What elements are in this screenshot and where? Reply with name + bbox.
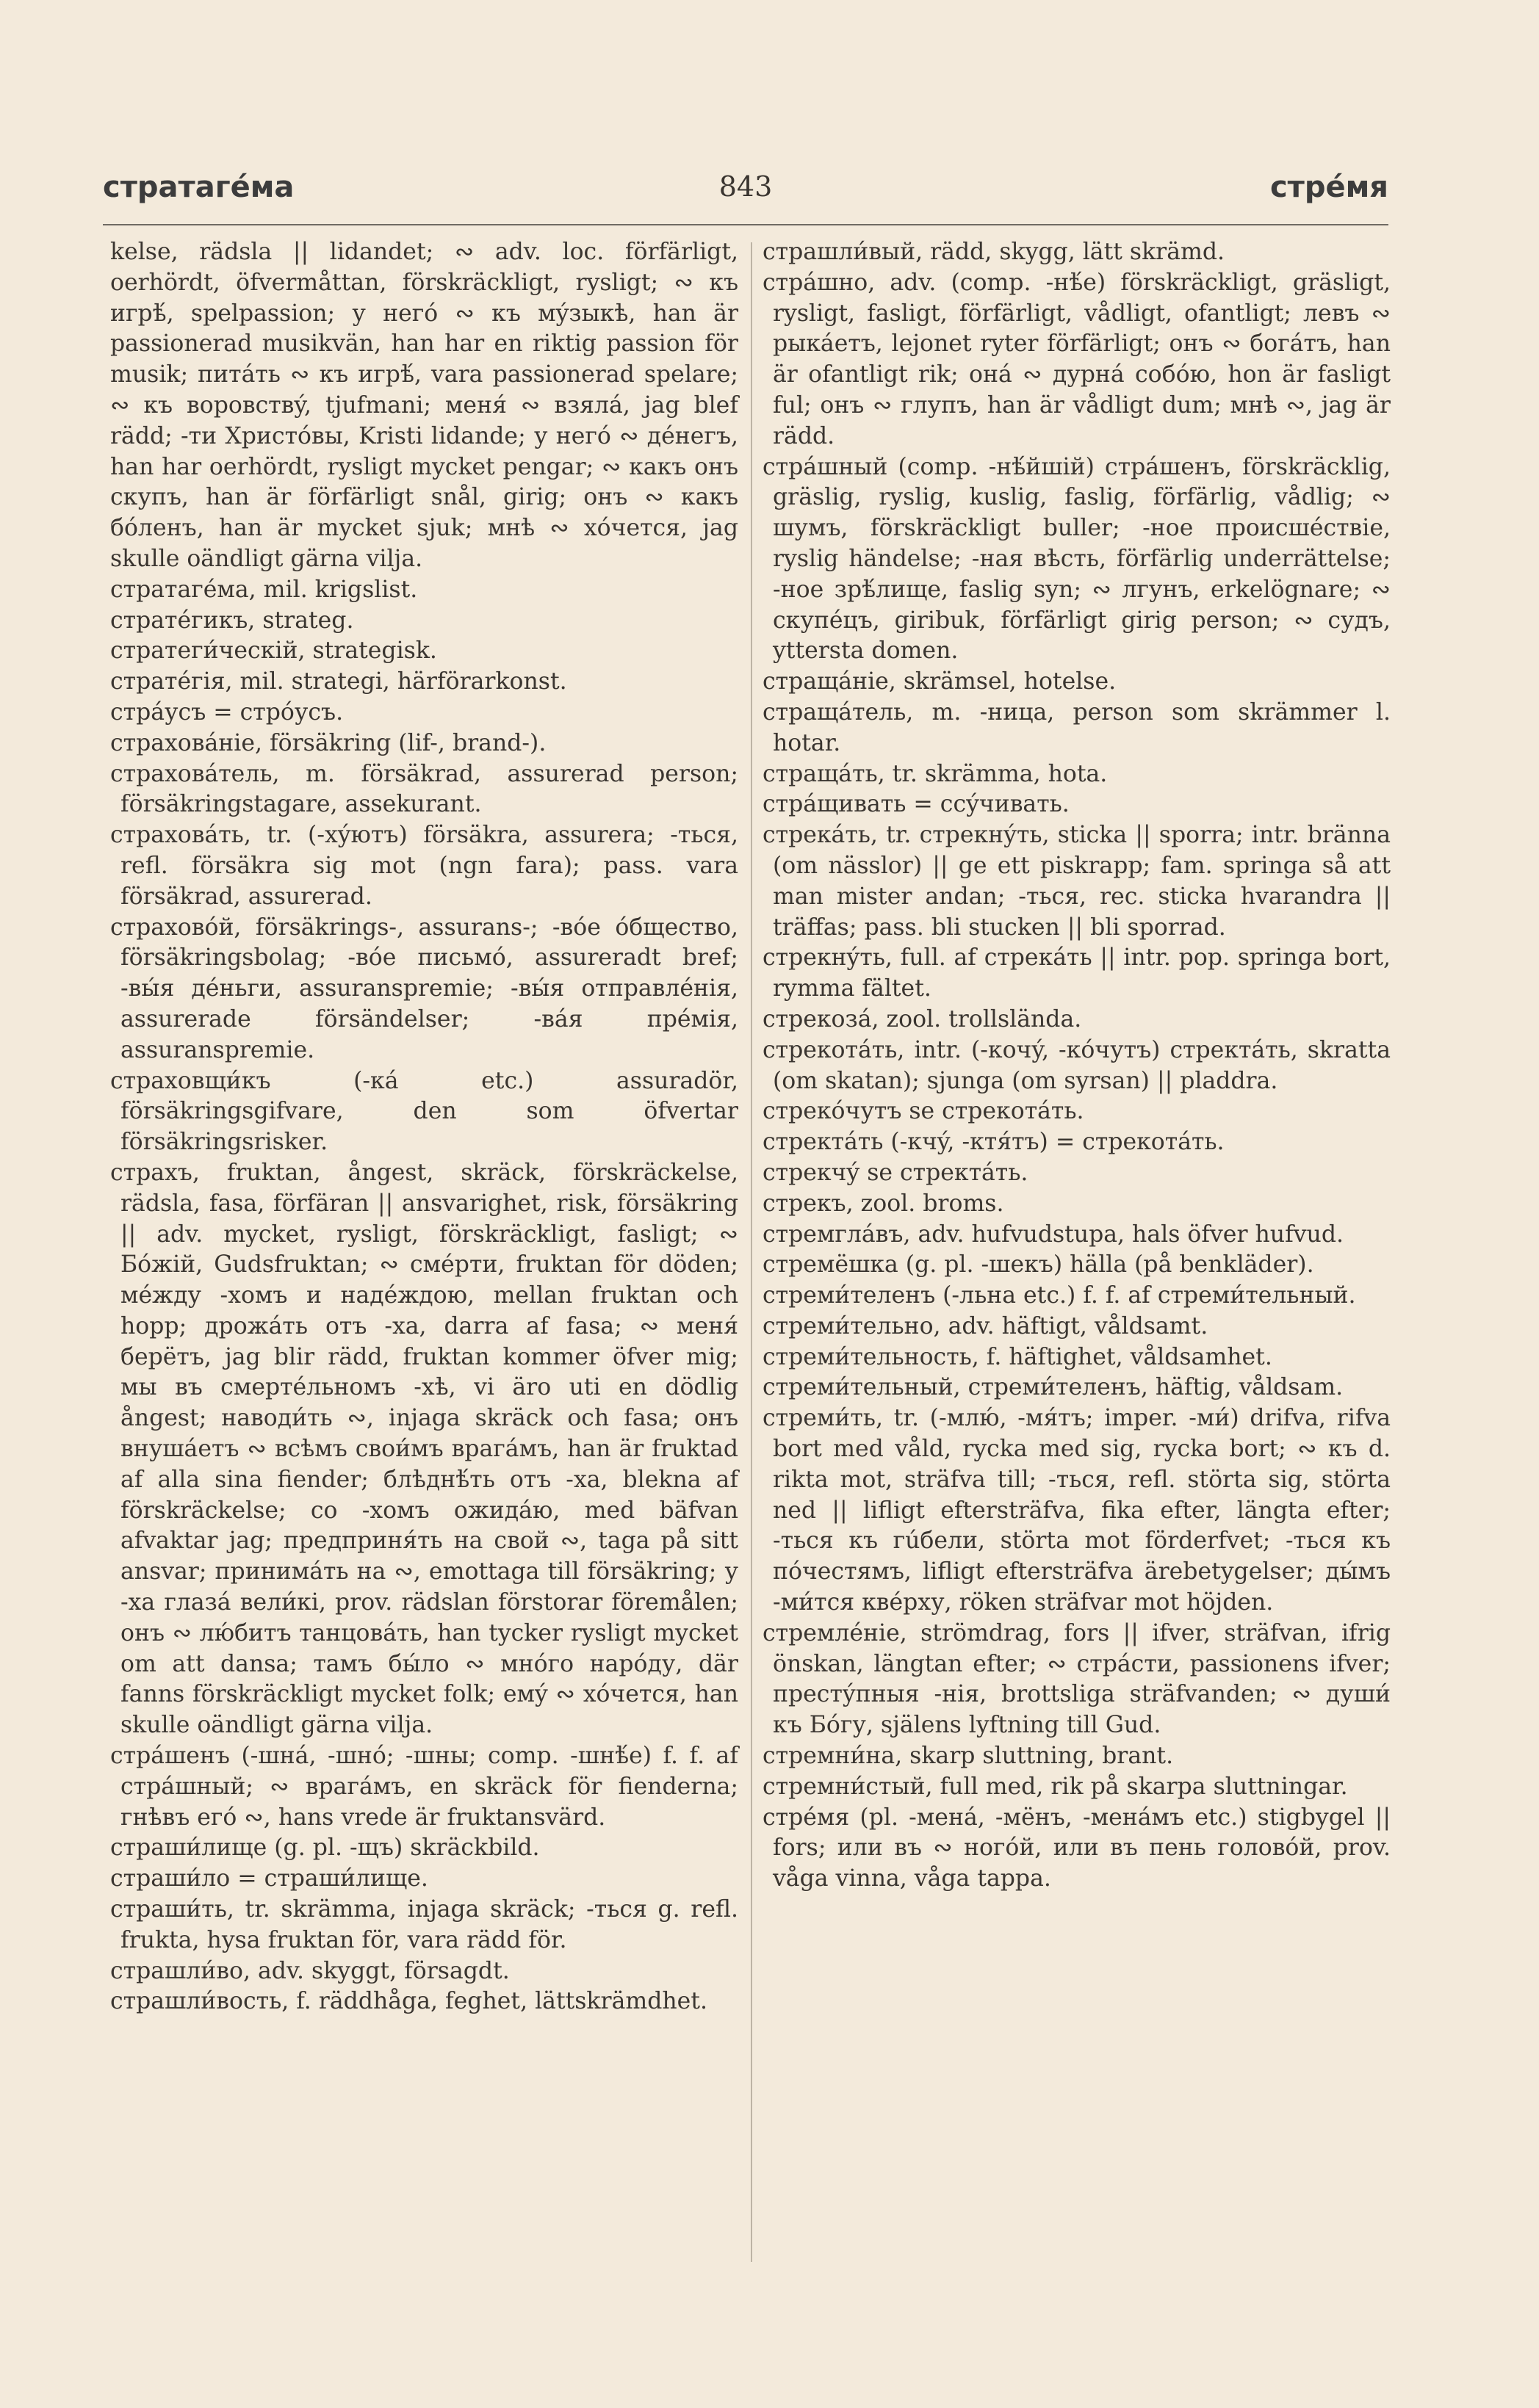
header-right-catchword: стрéмя	[1269, 170, 1388, 204]
dictionary-entry: стращáть, tr. skrämma, hota.	[763, 760, 1108, 787]
dictionary-entry: страшли́вость, f. räddhåga, feghet, lättskrämdhet.	[110, 1988, 707, 2015]
dictionary-entry: стратагéма, mil. krigslist.	[110, 576, 418, 603]
header-rule	[103, 224, 1388, 225]
dictionary-entry: стремни́стый, full med, rik på skarpa sluttningar.	[763, 1773, 1348, 1800]
dictionary-entry: стрáшенъ (-шнá, -шнó; -шны; comp. -шнѣ́е) f. f. af стрáшный; ∾ врагáмъ, en skräck för fienderna; гнѣвъ егó ∾, hans vrede är fruktansvärd.	[110, 1743, 738, 1831]
dictionary-entry: стреми́тельный, стреми́теленъ, häftig, våldsam.	[763, 1374, 1344, 1401]
dictionary-entry: стрáщивать = ссýчивать.	[763, 791, 1070, 818]
dictionary-entry: стрáшно, adv. (comp. -нѣ́е) förskräckligt, gräsligt, rysligt, fasligt, förfärligt, vådligt, ofantligt; левъ ∾ рыкáетъ, lejonet ryter förfärligt; онъ ∾ богáтъ, han är ofantligt rik; онá ∾ дурнá собóю, hon är fasligt ful; онъ ∾ глупъ, han är vådligt dum; мнѣ ∾, jag är rädd.	[763, 269, 1391, 449]
dictionary-entry: стрáусъ = стрóусъ.	[110, 698, 344, 726]
page-header	[103, 170, 1388, 222]
dictionary-entry: страховóй, försäkrings-, assurans-; -вóе óбщество, försäkringsbolag; -вóе письмó, assureradt bref; -вы́я дéньги, assuranspremie; -вы́я отправлéнія, assurerade försändelser; -вáя прéмія, assuranspremie.	[110, 914, 738, 1063]
dictionary-entry: страши́ть, tr. skrämma, injaga skräck; -ться g. refl. frukta, hysa fruktan för, vara rädd för.	[110, 1896, 738, 1953]
header-left-catchword: стратагéма	[103, 170, 295, 204]
dictionary-entry: страши́лище (g. pl. -щъ) skräckbild.	[110, 1834, 540, 1862]
dictionary-entry: страшли́во, adv. skyggt, försagdt.	[110, 1957, 510, 1984]
dictionary-entry: стрéмя (pl. -менá, -мёнъ, -менáмъ etc.) stigbygel || fors; или въ ∾ ногóй, или въ пень головóй, prov. våga vinna, våga tappa.	[763, 1804, 1391, 1892]
dictionary-entry: стрекáть, tr. стрекнýть, sticka || sporra; intr. bränna (om nässlor) || ge ett piskrapp; fam. springa så att man mister andan; -ться, rec. sticka hvarandra || träffas; pass. bli stucken || bli sporrad.	[763, 822, 1391, 941]
dictionary-entry: страховáніе, försäkring (lif-, brand-).	[110, 729, 547, 756]
dictionary-entry: стремглáвъ, adv. hufvudstupa, hals öfver hufvud.	[763, 1221, 1344, 1248]
dictionary-entry: стреми́ть, tr. (-млю́, -мя́тъ; imper. -ми́) drifva, rifva bort med våld, rycka med sig, rycka bort; ∾ къ d. rikta mot, sträfva till; -ться, refl. störta sig, störta ned || lifligt eftersträfva, fika efter, längta efter; -ться къ гúбели, störta mot förderfvet; -ться къ пóчестямъ, lifligt eftersträfva ärebetygelser; ды́мъ -ми́тся кве́рху, röken sträfvar mot höjden.	[763, 1405, 1391, 1616]
right-column	[763, 237, 1391, 1895]
dictionary-entry: kelse, rädsla || lidandet; ∾ adv. loc. förfärligt, oerhördt, öfvermåttan, förskräckligt, rysligt; ∾ къ игрѣ́, spelpassion; у негó ∾ къ мýзыкѣ, han är passionerad musikvän, han har en riktig passion för musik; питáть ∾ къ игрѣ́, vara passionerad spelare; ∾ къ воровствý, tjufmani; меня́ ∾ взялá, jag blef rädd; -ти Христóвы, Kristi lidande; у негó ∾ дéнегъ, han har oerhördt, rysligt mycket pengar; ∾ какъ онъ скупъ, han är förfärligt snål, girig; онъ ∾ какъ бóленъ, han är mycket sjuk; мнѣ ∾ хóчется, jag skulle oändligt gärna vilja.	[110, 239, 738, 572]
dictionary-entry: стреми́тельно, adv. häftigt, våldsamt.	[763, 1312, 1208, 1339]
dictionary-entry: стремни́на, skarp sluttning, brant.	[763, 1743, 1174, 1770]
dictionary-entry: стратéгія, mil. strategi, härförarkonst.	[110, 668, 567, 695]
column-divider	[751, 242, 752, 2262]
dictionary-entry: страши́ло = страши́лище.	[110, 1865, 428, 1892]
dictionary-entry: стрекчý se стректáть.	[763, 1159, 1028, 1186]
dictionary-entry: стращáніе, skrämsel, hotelse.	[763, 668, 1117, 695]
dictionary-entry: стрекнýть, full. af стрекáть || intr. pop. springa bort, rymma fältet.	[763, 944, 1391, 1002]
dictionary-entry: страховщи́къ (-кá etc.) assuradör, försäkringsgifvare, den som öfvertar försäkringsrisker.	[110, 1067, 738, 1156]
dictionary-entry: стремёшка (g. pl. -шекъ) hälla (på benkläder).	[763, 1251, 1314, 1279]
dictionary-entry: страхъ, fruktan, ångest, skräck, förskräckelse, rädsla, fasa, förfäran || ansvarighet, risk, försäkring || adv. mycket, rysligt, förskräckligt, fasligt; ∾ Бóжій, Gudsfruktan; ∾ смéрти, fruktan för döden; мéжду -хомъ и надéждою, mellan fruktan och hopp; дрожáть отъ -ха, darra af fasa; ∾ меня́ берётъ, jag blir rädd, fruktan kommer öfver mig; мы въ смертéльномъ -хѣ, vi äro uti en dödlig ångest; наводи́ть ∾, injaga skräck och fasa; онъ внушáетъ ∾ всѣмъ свои́мъ врагáмъ, han är fruktad af alla sina fiender; блѣднѣ́ть отъ -ха, blekna af förskräckelse; со -хомъ ожидáю, med bäfvan afvaktar jag; предприня́ть на свой ∾, taga på sitt ansvar; принимáть на ∾, emottaga till försäkring; у -ха глазá вели́кі, prov. rädslan förstorar föremålen; онъ ∾ лю́битъ танцовáть, han tycker rysligt mycket om att dansa; тамъ бы́ло ∾ мнóго нарóду, där fanns förskräckligt mycket folk; емý ∾ хóчется, han skulle oändligt gärna vilja.	[110, 1159, 738, 1739]
dictionary-entry: страховáть, tr. (-хýютъ) försäkra, assurera; -ться, refl. försäkra sig mot (ngn fara); pass. vara försäkrad, assurerad.	[110, 822, 738, 910]
dictionary-entry: стрекъ, zool. broms.	[763, 1190, 1004, 1217]
dictionary-entry: стректáть (-кчý, -ктя́тъ) = стрекотáть.	[763, 1129, 1225, 1156]
dictionary-entry: страховáтель, m. försäkrad, assurerad person; försäkringstagare, assekurant.	[110, 760, 738, 818]
dictionary-entry: стрекóчутъ se стрекотáть.	[763, 1098, 1084, 1125]
dictionary-entry: стреми́теленъ (-льна etc.) f. f. af стреми́тельный.	[763, 1282, 1356, 1309]
dictionary-entry: страшли́вый, rädd, skygg, lätt skrämd.	[763, 239, 1225, 265]
page-number: 843	[718, 170, 773, 203]
dictionary-entry: стратеги́ческій, strategisk.	[110, 637, 437, 665]
dictionary-entry: стращáтель, m. -ница, person som skrämmer l. hotar.	[763, 698, 1391, 756]
dictionary-entry: стремлéніе, strömdrag, fors || ifver, sträfvan, ifrig önskan, längtan efter; ∾ стрáсти, passionens ifver; престýпныя -нія, brottsliga sträfvanden; ∾ души́ къ Бóгу, själens lyftning till Gud.	[763, 1619, 1391, 1739]
dictionary-entry: стреми́тельность, f. häftighet, våldsamhet.	[763, 1343, 1272, 1370]
dictionary-entry: стрáшный (comp. -нѣ́йшій) стрáшенъ, förskräcklig, gräslig, ryslig, kuslig, faslig, förfärlig, vådlig; ∾ шумъ, förskräckligt buller; -ное происшéствіе, ryslig händelse; -ная вѣсть, förfärlig underrättelse; -ное зрѣ́лище, faslig syn; ∾ лгунъ, erkelögnare; ∾ скупéцъ, giribuk, förfärligt girig person; ∾ судъ, yttersta domen.	[763, 453, 1391, 665]
dictionary-entry: стрекозá, zool. trollslända.	[763, 1005, 1082, 1033]
dictionary-entry: стрекотáть, intr. (-кочý, -кóчутъ) стректáть, skratta (om skatan); sjunga (om syrsan) || pladdra.	[763, 1036, 1391, 1094]
dictionary-entry: стратéгикъ, strateg.	[110, 607, 354, 634]
left-column	[110, 237, 738, 2017]
